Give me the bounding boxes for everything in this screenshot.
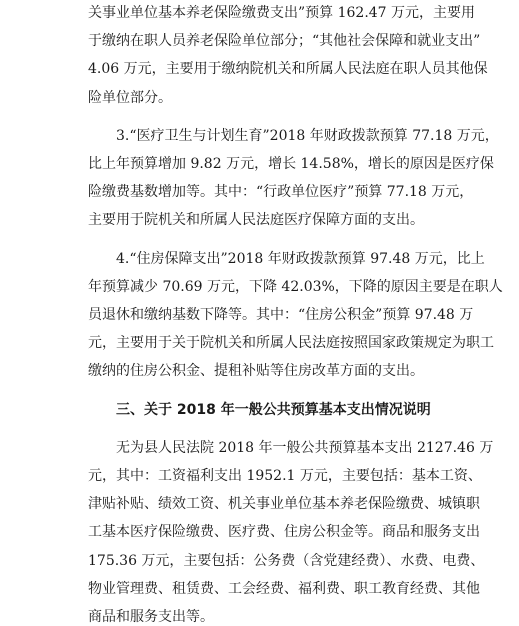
text-line: 4.“住房保障支出”2018 年财政拨款预算 97.48 万元，比上 — [116, 251, 485, 267]
text-line: 工基本医疗保险缴费、医疗费、住房公积金等。商品和服务支出 — [88, 524, 480, 540]
text-line: 主要用于院机关和所属人民法庭医疗保障方面的支出。 — [88, 212, 424, 228]
text-line: 险缴费基数增加等。其中：“行政单位医疗”预算 77.18 万元， — [88, 184, 474, 200]
text-line: 关事业单位基本养老保险缴费支出”预算 162.47 万元，主要用 — [88, 5, 476, 21]
text-line: 无为县人民法院 2018 年一般公共预算基本支出 2127.46 万 — [116, 440, 494, 456]
text-line: 津贴补贴、绩效工资、机关事业单位基本养老保险缴费、城镇职 — [88, 496, 480, 512]
text-line: 商品和服务支出等。 — [88, 609, 214, 625]
text-line: 缴纳的住房公积金、提租补贴等住房改革方面的支出。 — [88, 363, 424, 379]
text-line: 于缴纳在职人员养老保险单位部分；“其他社会保障和就业支出” — [88, 33, 481, 49]
text-line: 物业管理费、租赁费、工会经费、福利费、职工教育经费、其他 — [88, 581, 480, 597]
text-line: 险单位部分。 — [88, 90, 172, 106]
text-line: 元，其中：工资福利支出 1952.1 万元，主要包括：基本工资、 — [88, 468, 482, 484]
text-line: 175.36 万元，主要包括：公务费（含党建经费）、水费、电费、 — [88, 553, 485, 569]
text-line: 3.“医疗卫生与计划生育”2018 年财政拨款预算 77.18 万元， — [116, 128, 499, 144]
text-line: 年预算减少 70.69 万元，下降 42.03%，下降的原因主要是在职人 — [88, 279, 503, 295]
text-line: 比上年预算增加 9.82 万元，增长 14.58%，增长的原因是医疗保 — [88, 156, 494, 172]
section-heading: 三、关于 2018 年一般公共预算基本支出情况说明 — [116, 402, 431, 418]
text-line: 元，主要用于关于院机关和所属人民法庭按照国家政策规定为职工 — [88, 335, 494, 351]
text-line: 4.06 万元，主要用于缴纳院机关和所属人民法庭在职人员其他保 — [88, 61, 488, 77]
text-line: 员退休和缴纳基数下降等。其中：“住房公积金”预算 97.48 万 — [88, 307, 474, 323]
